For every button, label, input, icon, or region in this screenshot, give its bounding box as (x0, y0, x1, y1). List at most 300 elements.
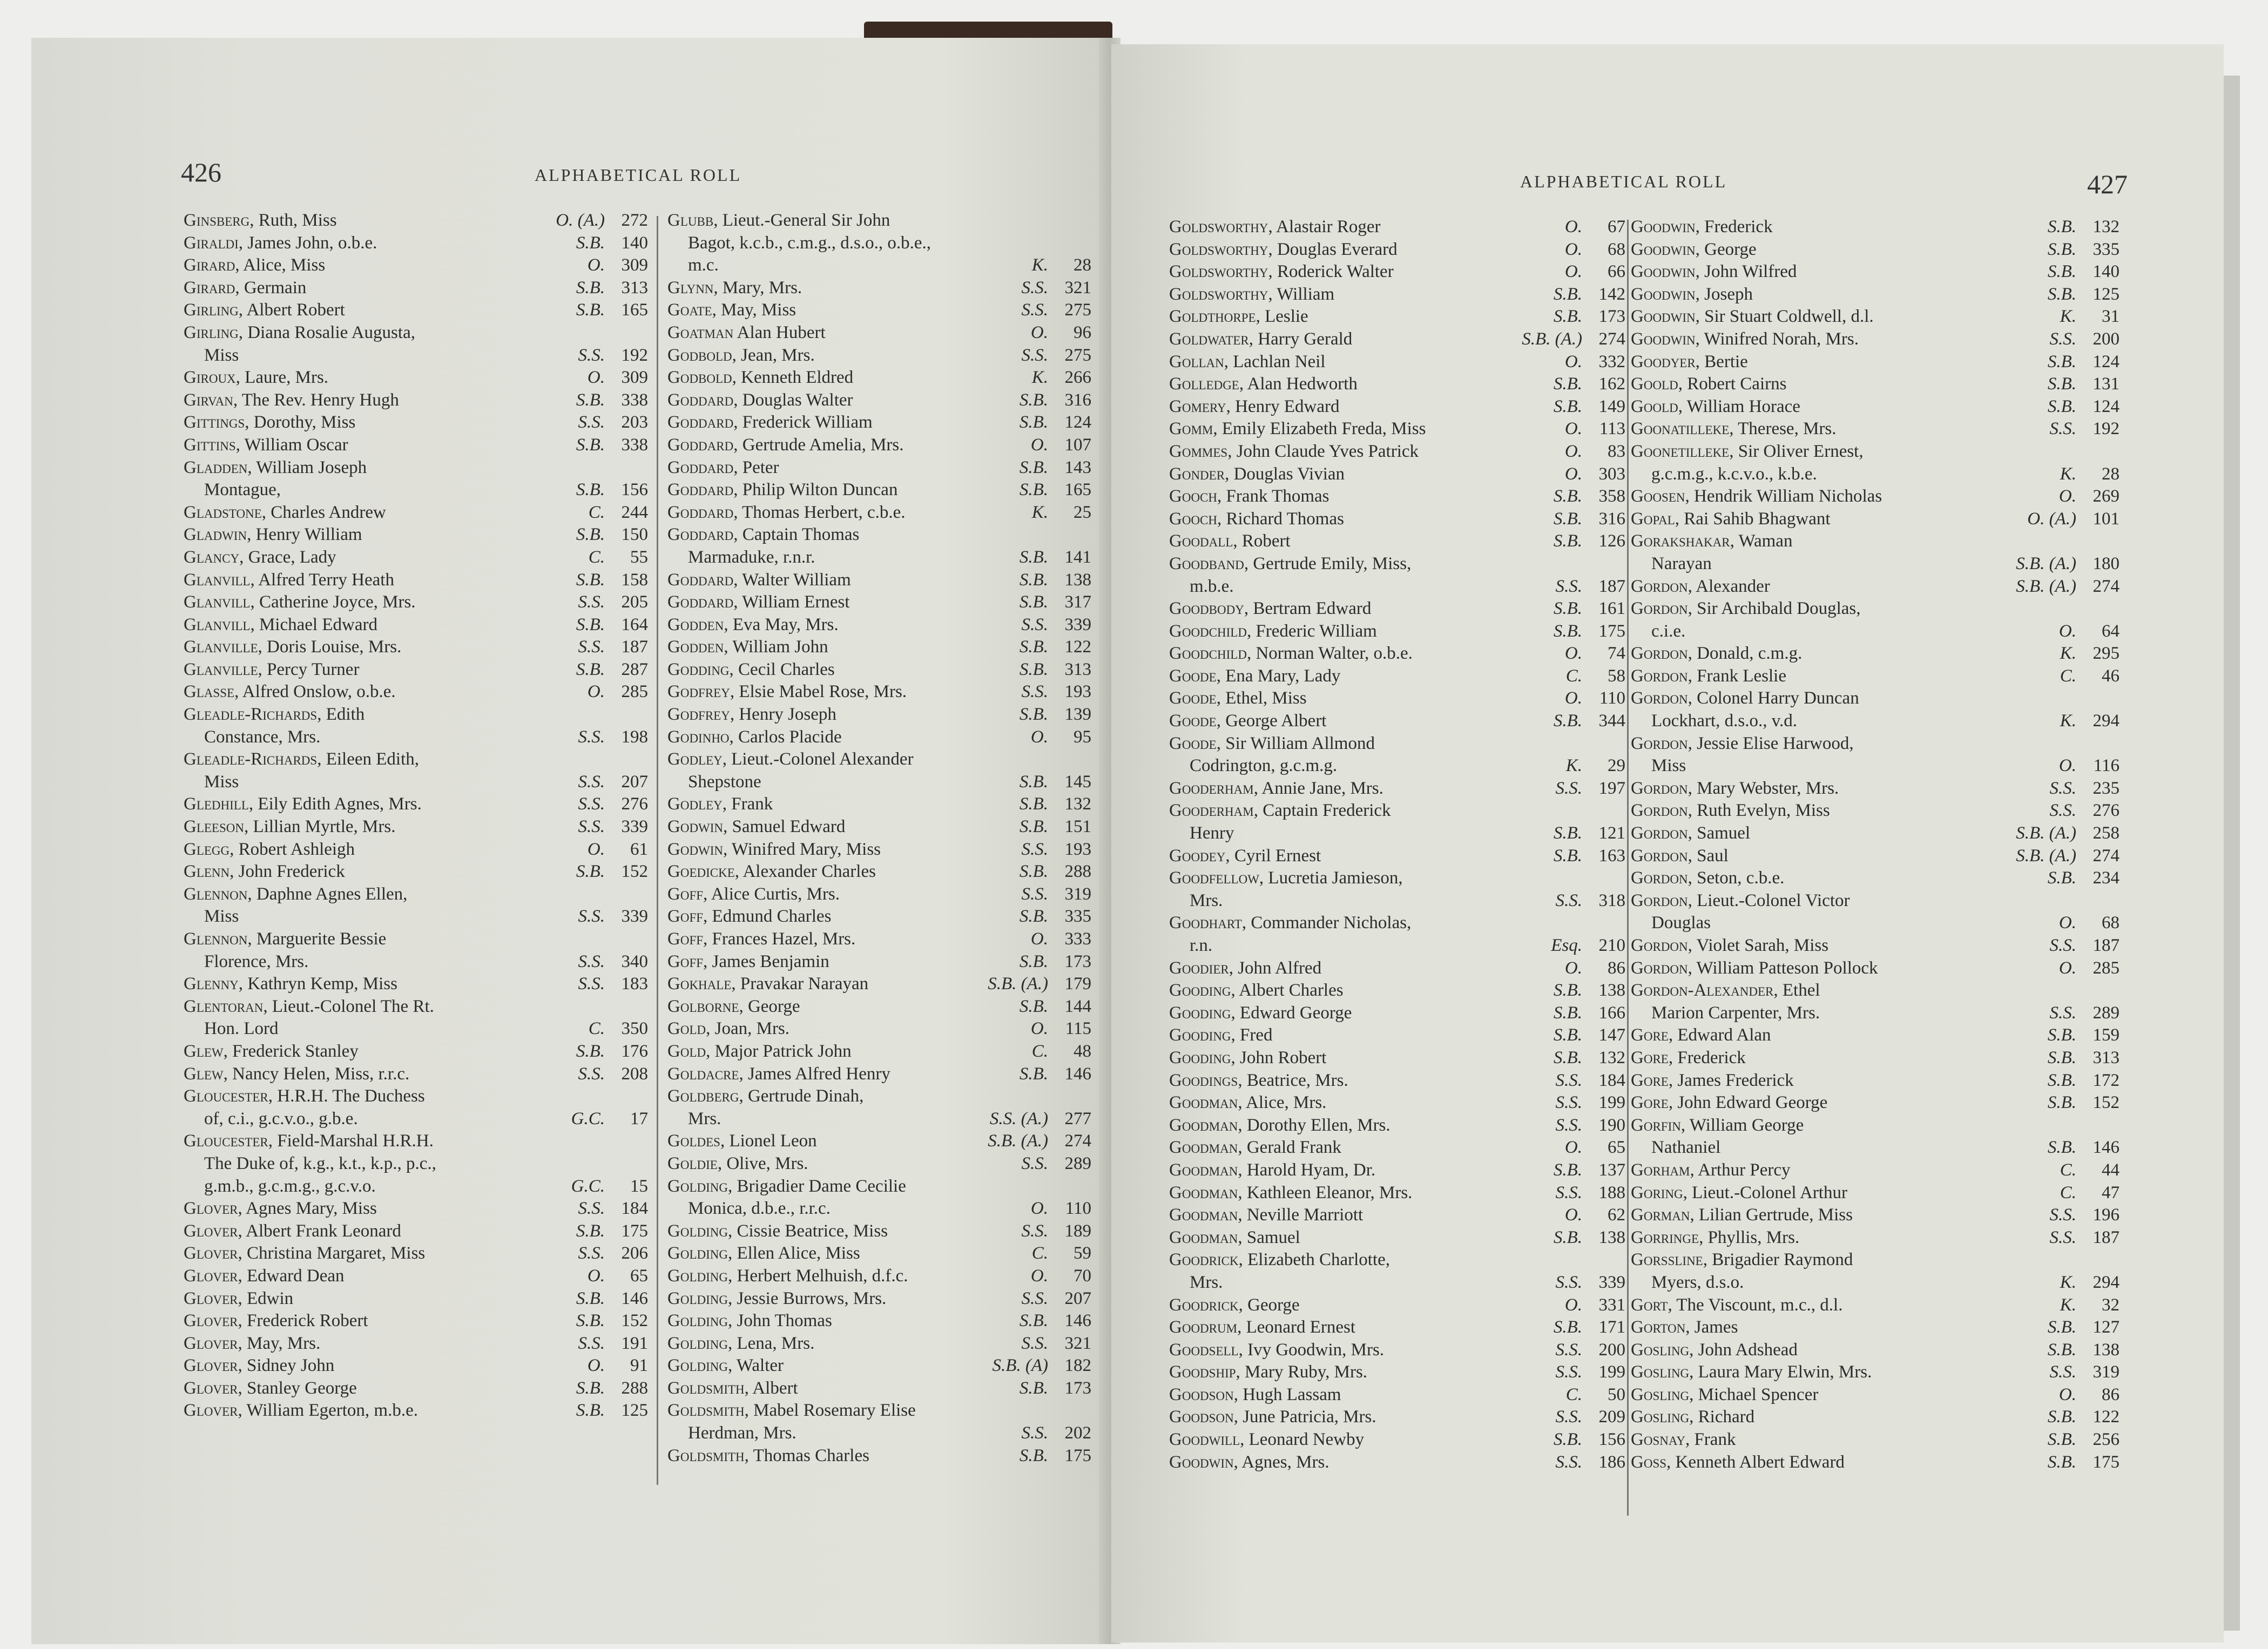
entry-page: 335 (1064, 907, 1091, 927)
left-column-2 (667, 209, 1091, 1467)
running-head-left: ALPHABETICAL ROLL (535, 165, 742, 185)
entry-page: 139 (1064, 705, 1091, 725)
roll-entry (1631, 845, 2120, 868)
entry-page: 313 (2092, 1047, 2120, 1067)
entry-division: S.B. (1553, 1430, 1582, 1450)
entry-page: 138 (1598, 981, 1625, 1001)
roll-entry (667, 951, 1091, 974)
entry-name: Goff, Frances Hazel, Mrs. (667, 929, 856, 949)
entry-page: 17 (630, 1109, 648, 1128)
entry-name: Gloucester, H.R.H. The Duchess (184, 1086, 425, 1106)
entry-page: 277 (1064, 1109, 1091, 1128)
entry-name: Godley, Frank (667, 794, 773, 814)
entry-page: 55 (630, 547, 648, 567)
entry-name: Goodband, Gertrude Emily, Miss, (1169, 553, 1412, 573)
entry-division: S.B. (2047, 1093, 2076, 1113)
entry-page: 339 (1064, 614, 1091, 634)
roll-entry (1169, 1002, 1625, 1025)
roll-entry (1169, 867, 1625, 890)
entry-page: 70 (1074, 1266, 1091, 1286)
roll-entry (667, 681, 1091, 704)
entry-name: g.c.m.g., k.c.v.o., k.b.e. (1651, 464, 1817, 484)
entry-name: Narayan (1651, 553, 1712, 573)
roll-entry (1631, 328, 2120, 351)
roll-entry (184, 232, 648, 255)
entry-division: S.B. (1553, 1227, 1582, 1247)
entry-name: Gordon, Samuel (1631, 823, 1751, 843)
entry-name: Girling, Diana Rosalie Augusta, (184, 322, 415, 342)
entry-division: S.B. (1553, 599, 1582, 619)
entry-page: 146 (621, 1288, 648, 1308)
roll-entry (1631, 1406, 2120, 1429)
entry-page: 149 (1598, 396, 1625, 416)
roll-entry (1169, 373, 1625, 396)
entry-page: 235 (2092, 778, 2120, 798)
entry-page: 151 (1064, 817, 1091, 837)
entry-name: Godley, Lieut.-Colonel Alexander (667, 749, 914, 769)
entry-division: S.B. (1019, 570, 1048, 590)
entry-page: 173 (1598, 307, 1625, 327)
roll-entry (1169, 553, 1625, 576)
entry-page: 164 (621, 614, 648, 634)
entry-division: S.S. (578, 974, 605, 994)
roll-entry (1631, 1092, 2120, 1114)
entry-name: Goldsworthy, William (1169, 284, 1335, 304)
entry-division: O. (587, 839, 605, 859)
entry-name: Goddard, William Ernest (667, 592, 850, 612)
entry-page: 115 (1065, 1019, 1091, 1039)
entry-division: S.S. (2049, 778, 2076, 798)
entry-page: 107 (1064, 435, 1091, 455)
entry-page: 68 (2102, 913, 2120, 933)
entry-page: 275 (1064, 300, 1091, 320)
entry-page: 202 (1064, 1423, 1091, 1443)
entry-division: S.B. (2047, 239, 2076, 259)
page-number-right: 427 (2087, 169, 2128, 199)
entry-name: Gosling, Michael Spencer (1631, 1384, 1819, 1404)
entry-page: 138 (1064, 570, 1091, 590)
entry-division: O. (587, 255, 605, 275)
entry-division: S.B. (576, 480, 605, 500)
entry-division: O. (2058, 486, 2076, 506)
entry-name: Codrington, g.c.m.g. (1190, 756, 1338, 776)
roll-entry (1631, 665, 2120, 688)
entry-page: 189 (1064, 1221, 1091, 1241)
entry-division: S.B. (1553, 531, 1582, 551)
entry-name: Glanvill, Catherine Joyce, Mrs. (184, 592, 416, 612)
entry-name: Giroux, Laure, Mrs. (184, 368, 329, 388)
roll-entry (667, 1085, 1091, 1108)
entry-division: S.B. (2047, 217, 2076, 236)
entry-page: 289 (1064, 1153, 1091, 1173)
entry-name: Gordon, Sir Archibald Douglas, (1631, 599, 1861, 619)
roll-entry (1169, 530, 1625, 553)
roll-entry (667, 569, 1091, 592)
entry-page: 275 (1064, 345, 1091, 365)
entry-name: Goodsell, Ivy Goodwin, Mrs. (1169, 1340, 1385, 1360)
roll-entry (667, 1130, 1091, 1153)
entry-name: Gooding, Fred (1169, 1025, 1273, 1045)
entry-name: Gold, Joan, Mrs. (667, 1019, 790, 1039)
entry-division: S.S. (1021, 614, 1048, 634)
roll-entry (1631, 261, 2120, 283)
entry-name: Golding, John Thomas (667, 1311, 832, 1331)
entry-page: 332 (1598, 352, 1625, 371)
roll-entry (184, 1265, 648, 1288)
entry-name: Gordon, Saul (1631, 846, 1729, 866)
roll-entry (184, 277, 648, 300)
roll-entry (1169, 508, 1625, 531)
entry-page: 44 (2102, 1160, 2120, 1180)
entry-name: Goodchild, Norman Walter, o.b.e. (1169, 644, 1413, 664)
roll-entry (667, 816, 1091, 839)
roll-entry (1631, 1159, 2120, 1182)
entry-page: 125 (2092, 284, 2120, 304)
roll-entry (184, 1242, 648, 1265)
entry-page: 288 (1064, 862, 1091, 882)
roll-entry (667, 232, 1091, 255)
entry-division: C. (2060, 1182, 2076, 1202)
roll-entry (667, 614, 1091, 637)
entry-division: S.B. (576, 390, 605, 410)
entry-name: Gleeson, Lillian Myrtle, Mrs. (184, 817, 396, 837)
roll-entry (184, 996, 648, 1018)
entry-division: S.B. (1553, 1025, 1582, 1045)
entry-name: Goodey, Cyril Ernest (1169, 846, 1321, 866)
entry-name: Shepstone (688, 772, 761, 792)
entry-name: Golding, Brigadier Dame Cecilie (667, 1176, 906, 1196)
entry-division: G.C. (571, 1109, 605, 1128)
entry-name: Glynn, Mary, Mrs. (667, 278, 802, 298)
entry-name: Goode, Ethel, Miss (1169, 688, 1307, 708)
roll-entry (667, 209, 1091, 232)
entry-name: Glover, May, Mrs. (184, 1333, 321, 1353)
entry-page: 173 (1064, 951, 1091, 971)
entry-division: S.S. (1555, 1452, 1582, 1472)
entry-page: 350 (621, 1019, 648, 1039)
entry-page: 124 (2092, 352, 2120, 371)
roll-entry (184, 209, 648, 232)
roll-entry (184, 344, 648, 367)
roll-entry (667, 479, 1091, 502)
entry-name: Mrs. (1190, 890, 1223, 910)
entry-name: Lockhart, d.s.o., v.d. (1651, 711, 1798, 731)
roll-entry (1631, 912, 2120, 935)
entry-page: 319 (1064, 884, 1091, 904)
roll-entry (1631, 1361, 2120, 1384)
roll-entry (1169, 979, 1625, 1002)
roll-entry (184, 1130, 648, 1153)
entry-page: 156 (1598, 1430, 1625, 1450)
entry-page: 64 (2102, 621, 2120, 641)
roll-entry (667, 411, 1091, 434)
entry-name: Glennon, Marguerite Bessie (184, 929, 387, 949)
entry-name: Goldes, Lionel Leon (667, 1131, 817, 1151)
roll-entry (1631, 463, 2120, 486)
entry-division: S.B. (2047, 1430, 2076, 1450)
entry-division: S.S. (578, 907, 605, 927)
entry-page: 67 (1608, 217, 1625, 236)
roll-entry (1169, 598, 1625, 620)
entry-division: O. (1564, 464, 1582, 484)
roll-entry (667, 1400, 1091, 1422)
roll-entry (184, 1063, 648, 1086)
entry-page: 171 (1598, 1317, 1625, 1337)
entry-name: Gooding, Albert Charles (1169, 981, 1344, 1001)
entry-division: S.S. (2049, 1205, 2076, 1225)
entry-division: O. (1564, 688, 1582, 708)
entry-division: S.B. (1019, 457, 1048, 477)
entry-division: S.S. (578, 637, 605, 657)
entry-division: S.S. (578, 727, 605, 747)
roll-entry (1631, 778, 2120, 800)
entry-division: S.S. (1555, 890, 1582, 910)
entry-page: 95 (1074, 727, 1091, 747)
roll-entry (1631, 1070, 2120, 1092)
entry-name: Goode, Ena Mary, Lady (1169, 666, 1341, 686)
entry-page: 140 (2092, 262, 2120, 282)
roll-entry (184, 322, 648, 344)
entry-division: S.B. (576, 1041, 605, 1061)
roll-entry (667, 1063, 1091, 1086)
entry-page: 86 (1608, 958, 1625, 978)
roll-entry (1631, 979, 2120, 1002)
roll-entry (184, 905, 648, 928)
roll-entry (1631, 530, 2120, 553)
entry-name: Goodwin, John Wilfred (1631, 262, 1797, 282)
entry-page: 295 (2092, 644, 2120, 664)
entry-division: S.B. (1019, 951, 1048, 971)
roll-entry (184, 502, 648, 524)
entry-page: 269 (2092, 486, 2120, 506)
roll-entry (1169, 328, 1625, 351)
entry-division: O. (A.) (2027, 509, 2076, 529)
roll-entry (1169, 1451, 1625, 1474)
entry-name: Gosling, Richard (1631, 1407, 1755, 1427)
entry-page: 175 (621, 1221, 648, 1241)
entry-name: Gooderham, Annie Jane, Mrs. (1169, 778, 1383, 798)
roll-entry (667, 1153, 1091, 1175)
entry-name: Ginsberg, Ruth, Miss (184, 211, 337, 230)
entry-name: Glover, Edwin (184, 1288, 294, 1308)
entry-page: 192 (2092, 419, 2120, 439)
entry-division: S.S. (1021, 1423, 1048, 1443)
entry-name: Henry (1190, 823, 1234, 843)
entry-page: 358 (1598, 486, 1625, 506)
entry-name: Glover, Agnes Mary, Miss (184, 1199, 377, 1219)
entry-name: Gleadle-Richards, Edith (184, 705, 365, 725)
entry-division: S.S. (578, 413, 605, 432)
entry-name: Glenn, John Frederick (184, 862, 345, 882)
entry-page: 285 (2092, 958, 2120, 978)
running-head-right: ALPHABETICAL ROLL (1520, 172, 1727, 191)
roll-entry (1169, 1092, 1625, 1114)
entry-name: Glover, Sidney John (184, 1356, 335, 1376)
entry-page: 62 (1608, 1205, 1625, 1225)
roll-entry (184, 659, 648, 681)
entry-division: S.B. (576, 659, 605, 679)
roll-entry (184, 367, 648, 389)
roll-entry (667, 1265, 1091, 1288)
entry-page: 192 (621, 345, 648, 365)
roll-entry (1169, 1384, 1625, 1407)
roll-entry (1169, 733, 1625, 755)
entry-division: S.B. (A.) (2016, 846, 2076, 866)
entry-division: S.B. (2047, 1317, 2076, 1337)
roll-entry (667, 1198, 1091, 1220)
roll-entry (1169, 1137, 1625, 1159)
roll-entry (1631, 1339, 2120, 1362)
entry-name: Goodier, John Alfred (1169, 958, 1322, 978)
entry-division: O. (1564, 419, 1582, 439)
roll-entry (1631, 1227, 2120, 1249)
entry-name: Montague, (204, 480, 281, 500)
roll-entry (184, 816, 648, 839)
entry-name: Godfrey, Henry Joseph (667, 705, 836, 725)
roll-entry (667, 1018, 1091, 1040)
roll-entry (1169, 912, 1625, 935)
entry-division: S.S. (1021, 345, 1048, 365)
entry-name: Goodfellow, Lucretia Jamieson, (1169, 868, 1403, 888)
roll-entry (184, 748, 648, 771)
roll-entry (667, 389, 1091, 412)
entry-page: 83 (1608, 441, 1625, 461)
entry-page: 146 (2092, 1138, 2120, 1158)
roll-entry (1631, 1294, 2120, 1317)
entry-page: 274 (2092, 576, 2120, 596)
roll-entry (184, 1018, 648, 1040)
roll-entry (667, 299, 1091, 322)
entry-name: Goldie, Olive, Mrs. (667, 1153, 808, 1173)
roll-entry (1169, 1406, 1625, 1429)
entry-page: 46 (2102, 666, 2120, 686)
entry-name: Gordon, Violet Sarah, Miss (1631, 936, 1829, 955)
entry-page: 244 (621, 502, 648, 522)
entry-division: S.B. (1019, 1378, 1048, 1398)
entry-page: 91 (630, 1356, 648, 1376)
entry-name: Goddard, Captain Thomas (667, 525, 860, 545)
roll-entry (184, 636, 648, 659)
entry-name: Golding, Jessie Burrows, Mrs. (667, 1288, 887, 1308)
roll-entry (667, 861, 1091, 883)
entry-page: 175 (1064, 1445, 1091, 1465)
roll-entry (667, 636, 1091, 659)
entry-name: Gosnay, Frank (1631, 1430, 1736, 1450)
entry-name: Goddard, Peter (667, 457, 779, 477)
entry-division: S.B. (1019, 637, 1048, 657)
roll-entry (1169, 643, 1625, 665)
roll-entry (1631, 485, 2120, 508)
roll-entry (1631, 1204, 2120, 1227)
entry-page: 86 (2102, 1384, 2120, 1404)
entry-division: S.B. (1553, 981, 1582, 1001)
entry-page: 31 (2102, 307, 2120, 327)
entry-name: Goodall, Robert (1169, 531, 1291, 551)
roll-entry (667, 1422, 1091, 1445)
entry-page: 187 (2092, 936, 2120, 955)
entry-name: Gorton, James (1631, 1317, 1738, 1337)
roll-entry (1169, 576, 1625, 598)
entry-division: S.S. (578, 817, 605, 837)
entry-division: O. (2058, 1384, 2076, 1404)
entry-page: 313 (1064, 659, 1091, 679)
entry-page: 146 (1064, 1311, 1091, 1331)
entry-division: S.B. (1019, 390, 1048, 410)
entry-division: S.S. (1555, 778, 1582, 798)
entry-page: 137 (1598, 1160, 1625, 1180)
entry-name: Gordon, Seton, c.b.e. (1631, 868, 1785, 888)
entry-name: Gonder, Douglas Vivian (1169, 464, 1345, 484)
entry-division: O. (1030, 929, 1048, 949)
entry-name: Goodrum, Leonard Ernest (1169, 1317, 1356, 1337)
entry-division: S.B. (1019, 907, 1048, 927)
entry-page: 198 (621, 727, 648, 747)
roll-entry (184, 771, 648, 794)
entry-division: S.S. (578, 772, 605, 792)
roll-entry (1169, 1159, 1625, 1182)
entry-division: S.S. (578, 951, 605, 971)
roll-entry (667, 905, 1091, 928)
entry-page: 163 (1598, 846, 1625, 866)
entry-page: 316 (1064, 390, 1091, 410)
entry-name: Goddard, Frederick William (667, 413, 873, 432)
entry-page: 131 (2092, 374, 2120, 394)
entry-division: S.S. (2049, 1227, 2076, 1247)
roll-entry (1631, 553, 2120, 576)
entry-page: 285 (621, 682, 648, 702)
roll-entry (667, 502, 1091, 524)
entry-name: Gore, John Edward George (1631, 1093, 1828, 1113)
roll-entry (184, 1085, 648, 1108)
roll-entry (184, 928, 648, 951)
entry-name: Gordon, Donald, c.m.g. (1631, 644, 1803, 664)
entry-name: Goodson, Hugh Lassam (1169, 1384, 1341, 1404)
entry-division: C. (1565, 1384, 1582, 1404)
roll-entry (1631, 687, 2120, 710)
entry-page: 132 (1064, 794, 1091, 814)
entry-name: Goring, Lieut.-Colonel Arthur (1631, 1182, 1847, 1202)
roll-entry (667, 748, 1091, 771)
entry-division: S.B. (1553, 1047, 1582, 1067)
roll-entry (667, 1333, 1091, 1355)
roll-entry (667, 457, 1091, 479)
entry-name: Golding, Herbert Melhuish, d.f.c. (667, 1266, 908, 1286)
entry-name: r.n. (1190, 936, 1213, 955)
entry-division: S.B. (1553, 374, 1582, 394)
entry-name: Gordon, Colonel Harry Duncan (1631, 688, 1859, 708)
entry-page: 338 (621, 390, 648, 410)
entry-name: Goff, Alice Curtis, Mrs. (667, 884, 840, 904)
roll-entry (1631, 283, 2120, 306)
roll-entry (184, 479, 648, 502)
entry-page: 166 (1598, 1003, 1625, 1023)
entry-name: Gorssline, Brigadier Raymond (1631, 1250, 1853, 1270)
entry-division: S.B. (576, 300, 605, 320)
entry-division: O. (1564, 239, 1582, 259)
entry-division: S.S. (578, 1333, 605, 1353)
entry-page: 190 (1598, 1115, 1625, 1135)
entry-division: O. (1030, 1199, 1048, 1219)
entry-page: 96 (1074, 322, 1091, 342)
entry-name: Goodwin, Frederick (1631, 217, 1773, 236)
entry-name: g.m.b., g.c.m.g., g.c.v.o. (204, 1176, 376, 1196)
roll-entry (1631, 822, 2120, 845)
entry-division: S.B. (A) (992, 1356, 1048, 1376)
entry-division: K. (1031, 255, 1048, 275)
roll-entry (1169, 1182, 1625, 1205)
roll-entry (184, 546, 648, 569)
roll-entry (667, 1310, 1091, 1333)
